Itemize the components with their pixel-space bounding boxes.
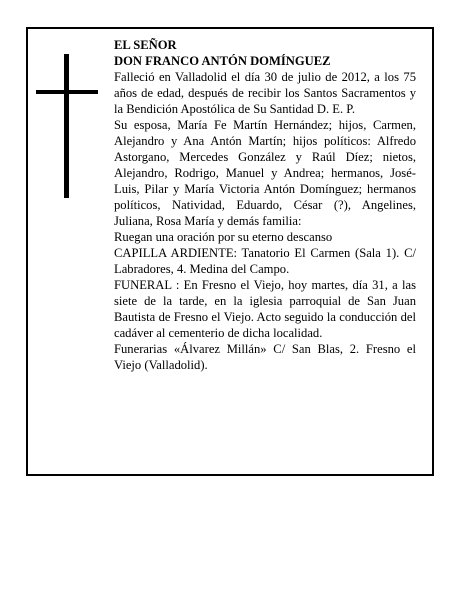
family-list: Su esposa, María Fe Martín Hernández; hijos, Carmen, Alejandro y Ana Antón Martín; hijos políticos: Alfredo Astorgano, Mercedes González y Raúl Díez; nietos, Alejandro, Rodrigo, Manuel y Andrea; hermanos, José-Luis, Pilar y María Victoria Antón Domínguez; hermanos políticos, Natividad, Eduardo, César (?), Angelines, Juliana, Rosa María y demás familia: [114,118,416,228]
obituary-title: EL SEÑOR [114,38,177,52]
prayer-request: Ruegan una oración por su eterno descanso [114,230,333,244]
funeral-home-info: Funerarias «Álvarez Millán» C/ San Blas, 2. Fresno el Viejo (Valladolid). [114,342,416,372]
funeral-info: FUNERAL : En Fresno el Viejo, hoy martes, día 31, a las siete de la tarde, en la iglesia parroquial de San Juan Bautista de Fresno el Viejo. Acto seguido la conducción del cadáver al cementerio de dicha localidad. [114,278,416,340]
cross-horizontal-bar [36,90,98,94]
death-announcement: Falleció en Valladolid el día 30 de julio de 2012, a los 75 años de edad, después de recibir los Santos Sacramentos y la Bendición Apostólica de Su Santidad D. E. P. [114,70,416,116]
obituary-text [114,37,416,373]
cross-icon [36,54,98,198]
deceased-name: DON FRANCO ANTÓN DOMÍNGUEZ [114,54,331,68]
chapel-info: CAPILLA ARDIENTE: Tanatorio El Carmen (Sala 1). C/ Labradores, 4. Medina del Campo. [114,246,416,276]
cross-vertical-bar [64,54,69,198]
